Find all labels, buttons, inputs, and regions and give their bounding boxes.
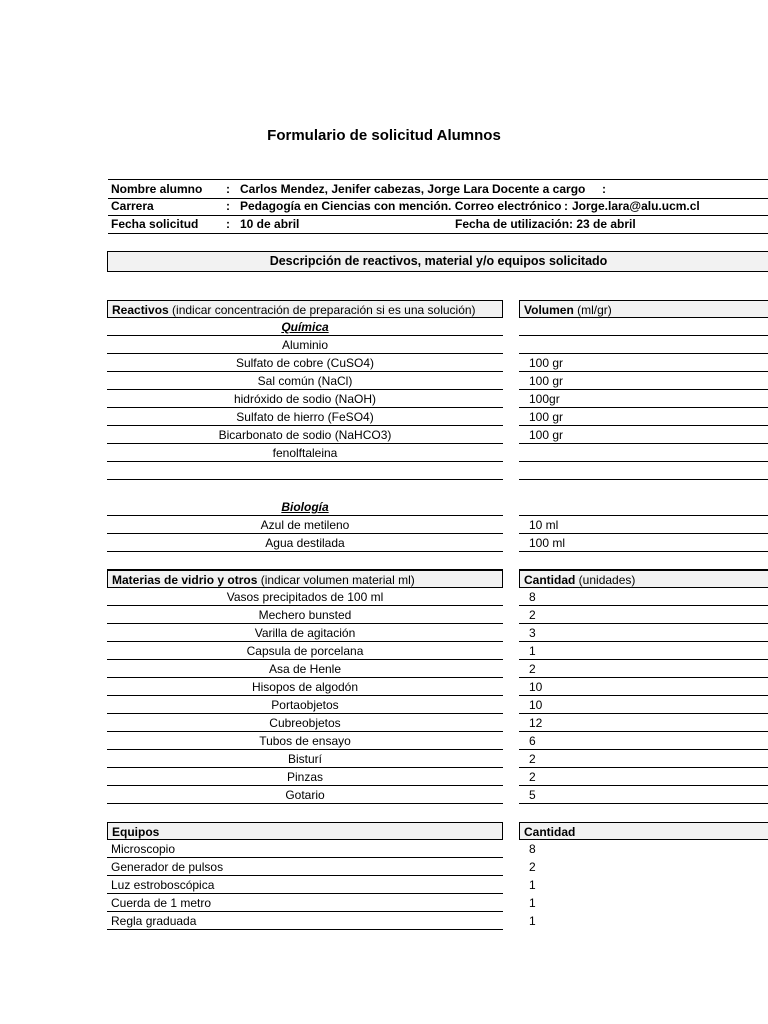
value-cell: 100 gr xyxy=(519,408,768,426)
list-item: Microscopio xyxy=(107,840,503,858)
materiales-list xyxy=(107,588,503,804)
materiales-header-rest: (indicar volumen material ml) xyxy=(257,573,415,587)
volumen-header-rest: (ml/gr) xyxy=(573,303,612,317)
quimica-list xyxy=(107,318,503,570)
list-item: Cubreobjetos xyxy=(107,714,503,732)
list-item: Aluminio xyxy=(107,336,503,354)
correo-value: Jorge.lara@alu.ucm.cl xyxy=(572,199,700,213)
carrera-sep: : xyxy=(226,199,230,213)
reactivos-header-rest: (indicar concentración de preparación si es una solución) xyxy=(168,303,476,317)
list-item: Portaobjetos xyxy=(107,696,503,714)
list-item xyxy=(107,552,503,570)
value-cell xyxy=(519,336,768,354)
carrera-label: Carrera xyxy=(111,199,154,213)
spacer-row xyxy=(519,480,768,498)
info-row-fecha xyxy=(108,215,768,234)
list-item: Bicarbonato de sodio (NaHCO3) xyxy=(107,426,503,444)
list-item: Hisopos de algodón xyxy=(107,678,503,696)
value-cell: 100 gr xyxy=(519,426,768,444)
fecha-sep: : xyxy=(226,217,230,231)
carrera-value: Pedagogía en Ciencias con mención. Correo electrónico xyxy=(240,199,562,213)
form-title: Formulario de solicitud Alumnos xyxy=(267,127,501,144)
list-item: Mechero bunsted xyxy=(107,606,503,624)
list-item: Cuerda de 1 metro xyxy=(107,894,503,912)
docente-sep: : xyxy=(602,182,606,196)
equipos-cantidad-label: Cantidad xyxy=(524,825,576,839)
value-cell: 2 xyxy=(519,606,768,624)
value-cell: 3 xyxy=(519,624,768,642)
equipos-header xyxy=(107,822,503,840)
list-item: Agua destilada xyxy=(107,534,503,552)
list-item: Regla graduada xyxy=(107,912,503,930)
list-item: Sulfato de cobre (CuSO4) xyxy=(107,354,503,372)
volumen-header xyxy=(519,300,768,318)
list-item: Gotario xyxy=(107,786,503,804)
value-cell: 100 gr xyxy=(519,372,768,390)
equipos-list xyxy=(107,840,503,930)
list-item: Varilla de agitación xyxy=(107,624,503,642)
value-cell xyxy=(519,498,768,516)
list-item: Generador de pulsos xyxy=(107,858,503,876)
materiales-cantidad-list xyxy=(519,588,768,804)
spacer-row xyxy=(107,480,503,498)
volumen-header-bold: Volumen xyxy=(524,303,574,317)
list-item xyxy=(107,462,503,480)
cantidad-header-bold: Cantidad xyxy=(524,573,576,587)
value-cell: 10 ml xyxy=(519,516,768,534)
info-row-carrera xyxy=(108,197,768,216)
list-item: Azul de metileno xyxy=(107,516,503,534)
nombre-label: Nombre alumno xyxy=(111,182,203,196)
value-cell xyxy=(519,318,768,336)
value-cell: 2 xyxy=(519,750,768,768)
list-item: Tubos de ensayo xyxy=(107,732,503,750)
value-cell: 1 xyxy=(529,896,536,910)
reactivos-header xyxy=(107,300,503,318)
fecha-label: Fecha solicitud xyxy=(111,217,199,231)
value-cell: 1 xyxy=(529,914,536,928)
reactivos-header-bold: Reactivos xyxy=(112,303,169,317)
value-cell: 8 xyxy=(529,842,536,856)
value-cell: 5 xyxy=(519,786,768,804)
nombre-sep: : xyxy=(226,182,230,196)
nombre-value: Carlos Mendez, Jenifer cabezas, Jorge Lara xyxy=(240,182,489,196)
value-cell xyxy=(519,552,768,570)
value-cell: 10 xyxy=(519,696,768,714)
list-item: fenolftaleina xyxy=(107,444,503,462)
value-cell: 100 ml xyxy=(519,534,768,552)
list-item: Pinzas xyxy=(107,768,503,786)
list-item: Vasos precipitados de 100 ml xyxy=(107,588,503,606)
list-item: Asa de Henle xyxy=(107,660,503,678)
value-cell: 2 xyxy=(519,768,768,786)
info-row-nombre xyxy=(108,179,768,199)
biologia-label: Biología xyxy=(281,500,329,514)
section-description: Descripción de reactivos, material y/o equipos solicitado xyxy=(107,251,768,272)
value-cell: 1 xyxy=(529,878,536,892)
volumen-list xyxy=(519,318,768,570)
quimica-subheader xyxy=(107,318,503,336)
value-cell: 1 xyxy=(519,642,768,660)
cantidad-header-rest: (unidades) xyxy=(575,573,636,587)
value-cell: 100 gr xyxy=(519,354,768,372)
list-item: Sal común (NaCl) xyxy=(107,372,503,390)
value-cell: 2 xyxy=(519,660,768,678)
value-cell: 6 xyxy=(519,732,768,750)
biologia-subheader xyxy=(107,498,503,516)
fecha-value: 10 de abril xyxy=(240,217,300,231)
list-item: Luz estroboscópica xyxy=(107,876,503,894)
quimica-label: Química xyxy=(281,320,329,334)
value-cell: 8 xyxy=(519,588,768,606)
value-cell: 10 xyxy=(519,678,768,696)
value-cell: 2 xyxy=(529,860,536,874)
materiales-header xyxy=(107,570,503,588)
materiales-header-bold: Materias de vidrio y otros xyxy=(112,573,258,587)
equipos-cantidad-list xyxy=(519,840,768,930)
list-item: Capsula de porcelana xyxy=(107,642,503,660)
fecha-uso: Fecha de utilización: 23 de abril xyxy=(455,217,636,231)
docente-label: Docente a cargo xyxy=(492,182,586,196)
list-item: Bisturí xyxy=(107,750,503,768)
value-cell: 100gr xyxy=(519,390,768,408)
list-item: Sulfato de hierro (FeSO4) xyxy=(107,408,503,426)
value-cell xyxy=(519,462,768,480)
equipos-header-label: Equipos xyxy=(112,825,160,839)
equipos-cantidad-header xyxy=(519,822,768,840)
correo-sep: : xyxy=(564,199,568,213)
cantidad-header xyxy=(519,570,768,588)
value-cell: 12 xyxy=(519,714,768,732)
value-cell xyxy=(519,444,768,462)
list-item: hidróxido de sodio (NaOH) xyxy=(107,390,503,408)
